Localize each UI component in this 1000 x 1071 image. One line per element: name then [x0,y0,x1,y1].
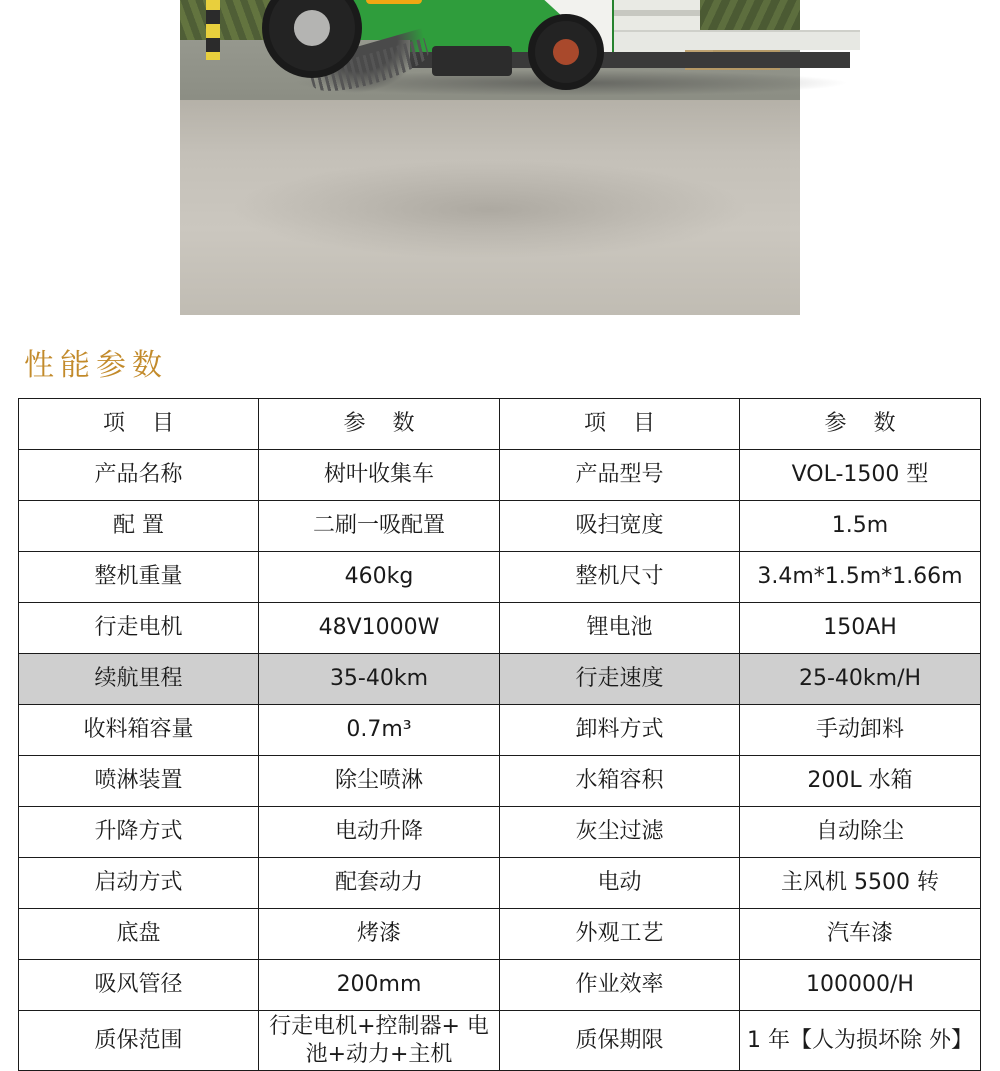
cell-value: 1.5m [740,501,981,552]
spec-table-body [19,399,981,1071]
cell-label: 水箱容积 [500,756,740,807]
header-cell-param-2: 参 数 [740,399,981,450]
ground-surface [180,100,800,315]
table-row-highlighted [19,654,981,705]
cell-label: 电动 [500,858,740,909]
header-cell-item-1: 项 目 [19,399,259,450]
cell-value: 手动卸料 [740,705,981,756]
table-row [19,603,981,654]
cell-label: 质保期限 [500,1011,740,1071]
cell-label: 续航里程 [19,654,259,705]
cell-label: 配 置 [19,501,259,552]
cell-value: 0.7m³ [259,705,500,756]
header-cell-param-1: 参 数 [259,399,500,450]
cell-value: 二刷一吸配置 [259,501,500,552]
rear-wheel [528,14,604,90]
cell-label: 升降方式 [19,807,259,858]
cell-label: 喷淋装置 [19,756,259,807]
driver-seat [366,0,422,4]
cell-value: 电动升降 [259,807,500,858]
suction-nozzle [432,46,512,76]
cell-label: 卸料方式 [500,705,740,756]
photo-canvas [180,0,800,315]
cell-value: 460kg [259,552,500,603]
cell-value: 35-40km [259,654,500,705]
table-header-row [19,399,981,450]
table-row [19,450,981,501]
cell-value: 汽车漆 [740,909,981,960]
cell-label: 底盘 [19,909,259,960]
cell-value: 树叶收集车 [259,450,500,501]
table-row [19,1011,981,1071]
cell-label: 产品名称 [19,450,259,501]
section-title: 性能参数 [24,348,168,383]
cell-value: 200L 水箱 [740,756,981,807]
front-wheel-hub [294,10,330,46]
cell-label: 外观工艺 [500,909,740,960]
cell-value: 150AH [740,603,981,654]
cell-value: 除尘喷淋 [259,756,500,807]
cell-label: 吸风管径 [19,960,259,1011]
cell-label: 作业效率 [500,960,740,1011]
cell-label: 质保范围 [19,1011,259,1071]
cell-label: 灰尘过滤 [500,807,740,858]
cell-value: 1 年【人为损坏除 外】 [740,1011,981,1071]
cell-label: 整机重量 [19,552,259,603]
cell-value: 25-40km/H [740,654,981,705]
cell-label: 行走电机 [19,603,259,654]
product-photo [180,0,800,315]
cell-label: 启动方式 [19,858,259,909]
cell-value: 配套动力 [259,858,500,909]
table-row [19,501,981,552]
table-row [19,858,981,909]
rear-wheel-hub [553,39,579,65]
table-row [19,552,981,603]
table-row [19,807,981,858]
cell-label: 收料箱容量 [19,705,259,756]
cell-value: 主风机 5500 转 [740,858,981,909]
cell-label: 整机尺寸 [500,552,740,603]
header-cell-item-2: 项 目 [500,399,740,450]
table-row [19,705,981,756]
cell-value: 行走电机+控制器+ 电池+动力+主机 [259,1011,500,1071]
striped-pole [206,0,220,60]
cell-value: 3.4m*1.5m*1.66m [740,552,981,603]
cell-label: 行走速度 [500,654,740,705]
table-row [19,909,981,960]
cell-value: 100000/H [740,960,981,1011]
table-row [19,756,981,807]
spec-table [18,398,981,1071]
table-row [19,960,981,1011]
background-trees-left [180,0,270,40]
cell-value: VOL-1500 型 [740,450,981,501]
cell-label: 锂电池 [500,603,740,654]
cell-value: 烤漆 [259,909,500,960]
cell-label: 吸扫宽度 [500,501,740,552]
cell-value: 200mm [259,960,500,1011]
cell-value: 48V1000W [259,603,500,654]
cell-label: 产品型号 [500,450,740,501]
cell-value: 自动除尘 [740,807,981,858]
